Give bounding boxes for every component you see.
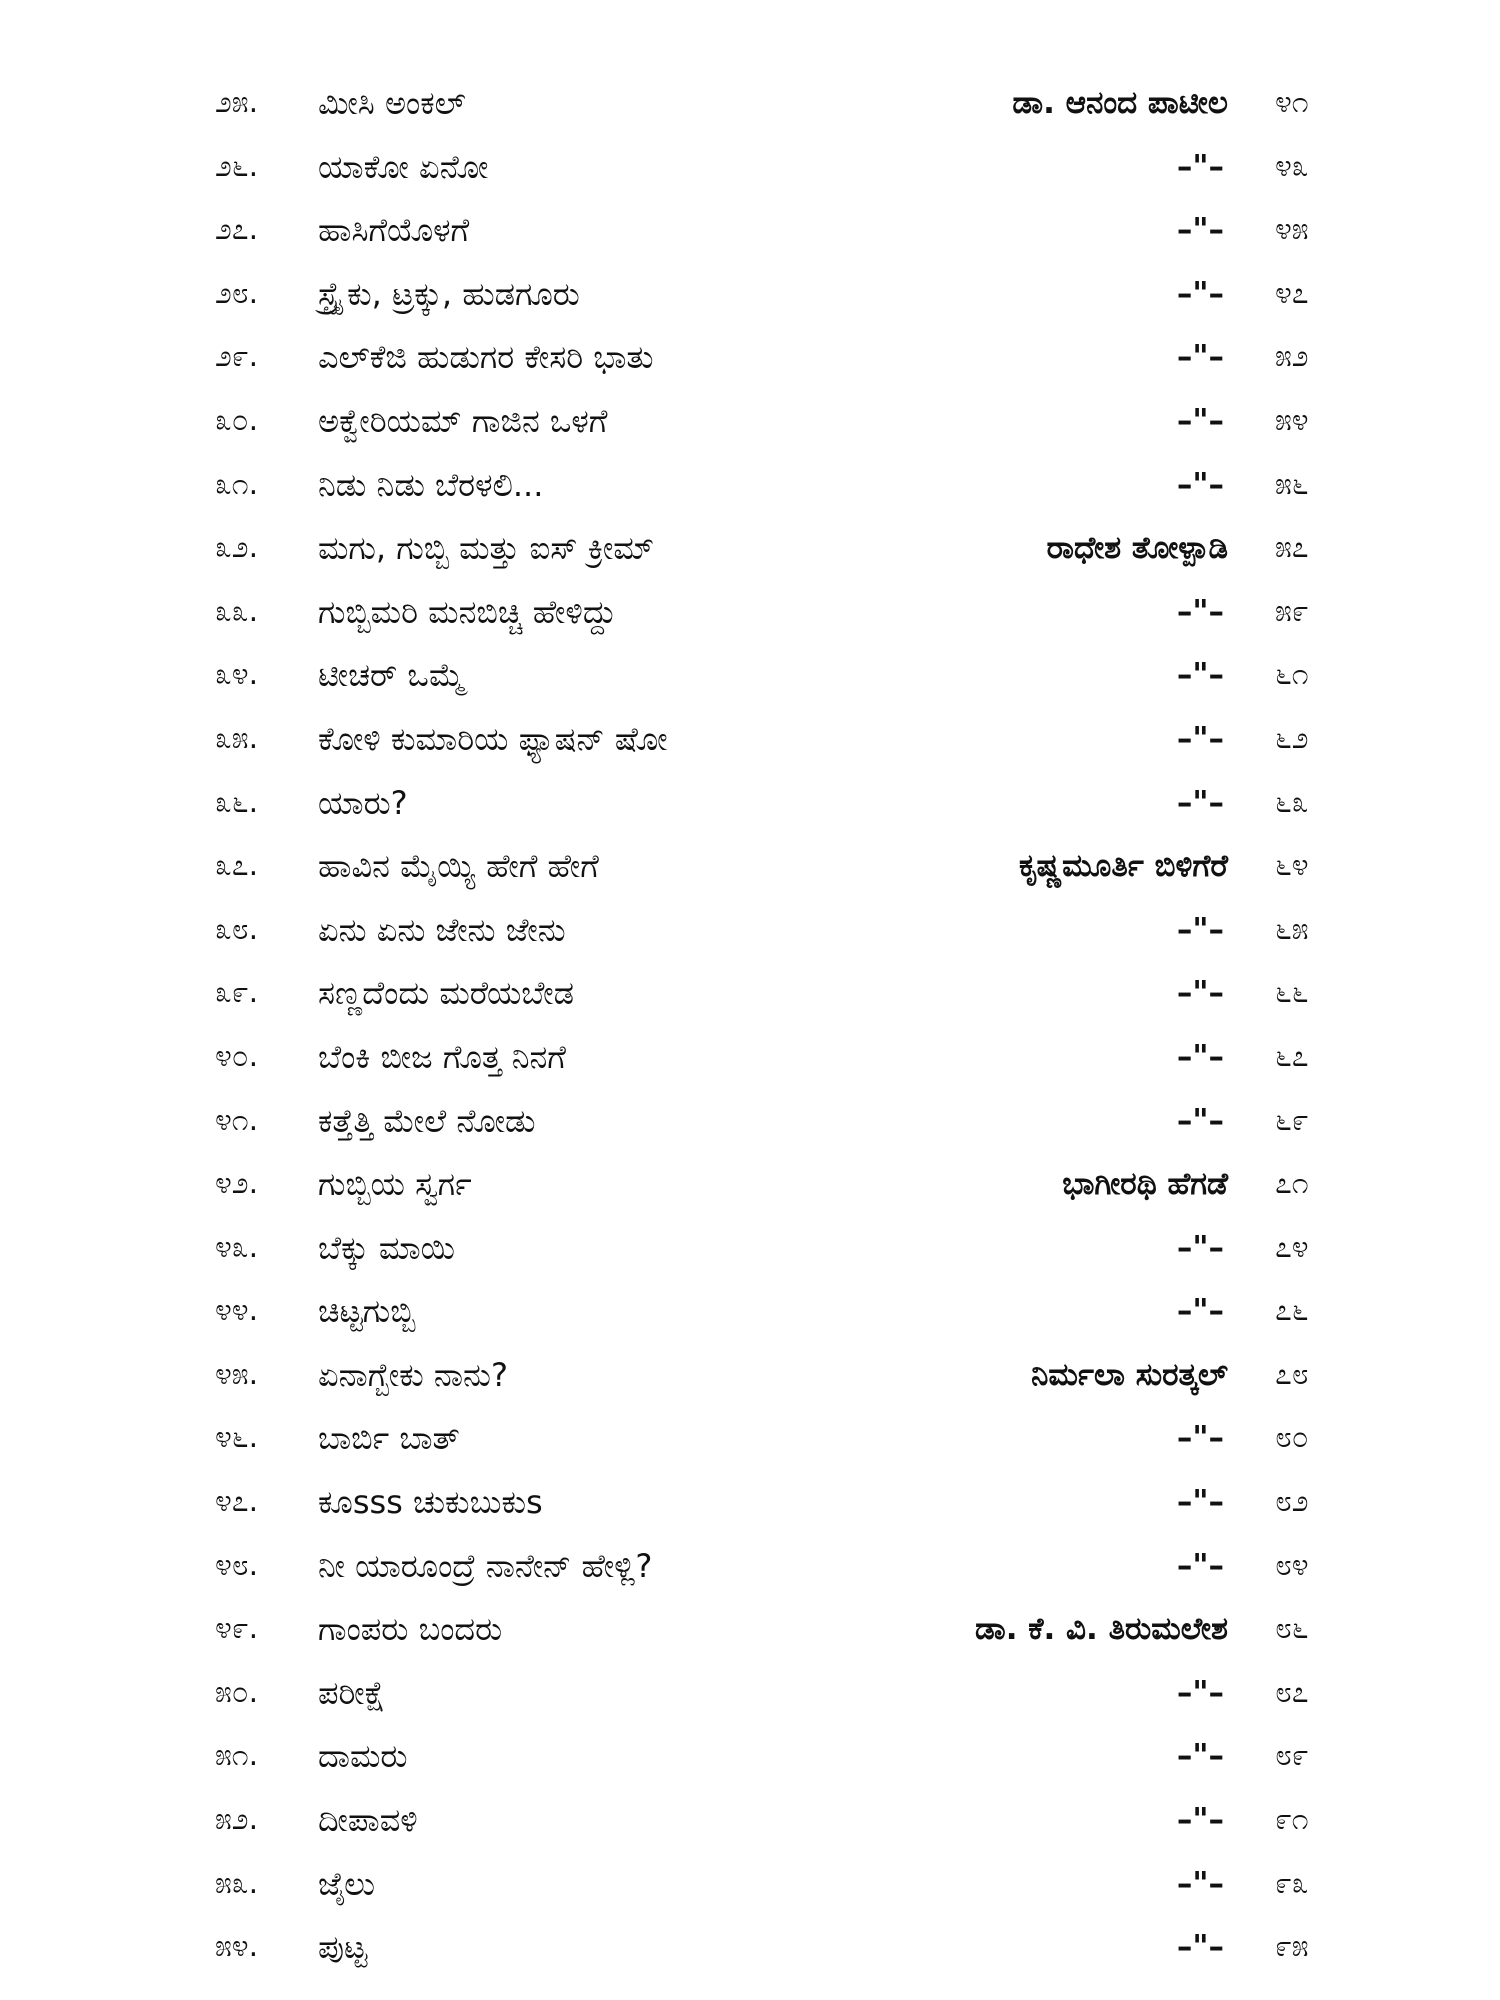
entry-author: –"–: [1176, 784, 1224, 821]
entry-author: –"–: [1176, 1420, 1224, 1457]
entry-title: ಬೆಕ್ಕು ಮಾಯಿ: [318, 1228, 456, 1267]
entry-page: ೯೫: [1275, 1929, 1309, 1965]
toc-row: [0, 1032, 1500, 1096]
toc-row: [0, 1922, 1500, 1986]
entry-author: ರಾಧೇಶ ತೋಳ್ಪಾಡಿ: [1046, 530, 1228, 567]
entry-author: –"–: [1176, 1102, 1224, 1139]
entry-title: ಕೂsss ಚುಕುಬುಕುs: [318, 1483, 543, 1522]
toc-row: [0, 968, 1500, 1032]
entry-title: ದೀಪಾವಳಿ: [318, 1801, 418, 1840]
toc-row: [0, 714, 1500, 778]
toc-row: [0, 332, 1500, 396]
toc-row: [0, 1286, 1500, 1350]
toc-row: [0, 841, 1500, 905]
entry-title: ನೀ ಯಾರೂಂದ್ರೆ ನಾನೇನ್ ಹೇಳ್ಲಿ?: [318, 1546, 653, 1585]
entry-author: ಡಾ. ಕೆ. ವಿ. ತಿರುಮಲೇಶ: [975, 1611, 1228, 1648]
entry-page: ೮೨: [1275, 1484, 1309, 1520]
entry-author: –"–: [1176, 1038, 1224, 1075]
entry-author: –"–: [1176, 657, 1224, 694]
entry-title: ಗಾಂಪರು ಬಂದರು: [318, 1610, 503, 1649]
toc-row: [0, 1604, 1500, 1668]
entry-page: ೫೪: [1275, 402, 1309, 438]
entry-title: ಹಾಸಿಗೆಯೊಳಗೆ: [318, 211, 470, 250]
entry-title: ಗುಬ್ಬಿಯ ಸ್ವರ್ಗ: [318, 1165, 472, 1204]
entry-author: –"–: [1176, 339, 1224, 376]
toc-row: [0, 1541, 1500, 1605]
toc-row: [0, 1477, 1500, 1541]
entry-author: –"–: [1176, 148, 1224, 185]
entry-title: ಪರೀಕ್ಷೆ: [318, 1673, 386, 1712]
toc-row: [0, 460, 1500, 524]
entry-title: ಮಗು, ಗುಬ್ಬಿ ಮತ್ತು ಐಸ್ ಕ್ರೀಮ್: [318, 529, 655, 568]
entry-author: ಭಾಗೀರಥಿ ಹೆಗಡೆ: [1062, 1166, 1228, 1203]
toc-row: [0, 1223, 1500, 1287]
entry-author: –"–: [1176, 975, 1224, 1012]
entry-number: ೪೮.: [215, 1547, 259, 1583]
toc-row: [0, 396, 1500, 460]
entry-title: ಗುಬ್ಬಿಮರಿ ಮನಬಿಚ್ಚಿ ಹೇಳಿದ್ದು: [318, 592, 617, 631]
entry-title: ಸಣ್ಣದೆಂದು ಮರೆಯಬೇಡ: [318, 974, 574, 1013]
entry-author: –"–: [1176, 1802, 1224, 1839]
entry-author: ಡಾ. ಆನಂದ ಪಾಟೀಲ: [1012, 85, 1228, 121]
entry-author: –"–: [1176, 466, 1224, 503]
entry-title: ಸ್ಟ್ರೈಕು, ಟ್ರಕ್ಕು, ಹುಡಗೂರು: [318, 274, 580, 313]
entry-page: ೬೪: [1275, 848, 1309, 884]
toc-row: [0, 1668, 1500, 1732]
entry-number: ೪೫.: [215, 1356, 259, 1392]
entry-page: ೬೫: [1275, 911, 1309, 947]
entry-author: –"–: [1176, 1674, 1224, 1711]
entry-number: ೩೩.: [215, 593, 259, 629]
entry-number: ೪೪.: [215, 1293, 259, 1329]
entry-page: ೬೩: [1275, 784, 1309, 820]
entry-author: –"–: [1176, 1929, 1224, 1966]
entry-page: ೭೮: [1275, 1356, 1309, 1392]
entry-author: –"–: [1176, 1865, 1224, 1902]
entry-page: ೬೨: [1275, 720, 1309, 756]
entry-page: ೯೩: [1275, 1865, 1309, 1901]
toc-row: [0, 778, 1500, 842]
entry-page: ೬೬: [1275, 975, 1309, 1011]
entry-author: –"–: [1176, 1738, 1224, 1775]
entry-title: ಯಾರು?: [318, 783, 408, 822]
entry-page: ೪೭: [1275, 275, 1309, 311]
toc-row: [0, 205, 1500, 269]
entry-number: ೩೨.: [215, 530, 259, 566]
entry-title: ಕೋಳಿ ಕುಮಾರಿಯ ಫ್ಯಾಷನ್ ಷೋ: [318, 719, 668, 758]
entry-number: ೨೫.: [215, 85, 259, 120]
entry-number: ೪೬.: [215, 1420, 259, 1456]
entry-page: ೮೯: [1275, 1738, 1309, 1774]
toc-row: [0, 1795, 1500, 1859]
entry-title: ಜೈಲು: [318, 1864, 376, 1903]
entry-page: ೫೭: [1275, 530, 1309, 566]
entry-number: ೩೮.: [215, 911, 259, 947]
entry-title: ಅಕ್ವೇರಿಯಮ್ ಗಾಜಿನ ಒಳಗೆ: [318, 401, 608, 440]
table-of-contents: [0, 78, 1500, 1986]
entry-author: –"–: [1176, 275, 1224, 312]
entry-page: ೫೯: [1275, 593, 1309, 629]
entry-author: –"–: [1176, 593, 1224, 630]
toc-row: [0, 78, 1500, 142]
toc-row: [0, 587, 1500, 651]
entry-page: ೮೪: [1275, 1547, 1309, 1583]
toc-row: [0, 142, 1500, 206]
entry-number: ೫೦.: [215, 1674, 259, 1710]
entry-number: ೫೩.: [215, 1865, 259, 1901]
entry-title: ಯಾಕೋ ಏನೋ: [318, 147, 489, 186]
entry-page: ೯೧: [1275, 1802, 1309, 1838]
entry-number: ೩೧.: [215, 466, 259, 502]
entry-author: –"–: [1176, 1293, 1224, 1330]
entry-number: ೨೬.: [215, 148, 259, 184]
toc-row: [0, 1859, 1500, 1923]
entry-number: ೪೩.: [215, 1229, 259, 1265]
entry-number: ೪೨.: [215, 1166, 259, 1202]
entry-number: ೩೭.: [215, 848, 259, 884]
entry-author: ಕೃಷ್ಣಮೂರ್ತಿ ಬಿಳಿಗೆರೆ: [1019, 848, 1228, 885]
entry-number: ೫೧.: [215, 1738, 259, 1774]
toc-row: [0, 1731, 1500, 1795]
entry-page: ೪೧: [1275, 85, 1309, 120]
entry-page: ೫೨: [1275, 339, 1309, 375]
entry-author: –"–: [1176, 720, 1224, 757]
entry-title: ಕತ್ತೆತ್ತಿ ಮೇಲೆ ನೋಡು: [318, 1101, 536, 1140]
entry-number: ೨೯.: [215, 339, 259, 375]
entry-number: ೩೦.: [215, 402, 259, 438]
toc-row: [0, 1413, 1500, 1477]
entry-page: ೭೧: [1275, 1166, 1309, 1202]
entry-number: ೪೭.: [215, 1484, 259, 1520]
entry-number: ೫೨.: [215, 1802, 259, 1838]
toc-row: [0, 905, 1500, 969]
toc-row: [0, 650, 1500, 714]
entry-page: ೪೩: [1275, 148, 1309, 184]
entry-title: ನಿಡು ನಿಡು ಬೆರಳಲಿ...: [318, 465, 544, 504]
entry-number: ೨೭.: [215, 212, 259, 248]
entry-page: ೮೦: [1275, 1420, 1309, 1456]
entry-page: ೬೯: [1275, 1102, 1309, 1138]
entry-page: ೪೫: [1275, 212, 1309, 248]
entry-author: –"–: [1176, 402, 1224, 439]
entry-author: –"–: [1176, 1484, 1224, 1521]
entry-page: ೬೭: [1275, 1038, 1309, 1074]
entry-number: ೩೯.: [215, 975, 259, 1011]
toc-row: [0, 523, 1500, 587]
entry-title: ಟೀಚರ್ ಒಮ್ಮೆ: [318, 656, 466, 695]
entry-page: ೮೬: [1275, 1611, 1309, 1647]
entry-page: ೫೬: [1275, 466, 1309, 502]
entry-title: ಪುಟ್ಟ: [318, 1928, 368, 1967]
entry-number: ೪೦.: [215, 1038, 259, 1074]
entry-number: ೨೮.: [215, 275, 259, 311]
entry-title: ದಾಮರು: [318, 1737, 408, 1776]
entry-number: ೩೬.: [215, 784, 259, 820]
entry-number: ೫೪.: [215, 1929, 259, 1965]
toc-row: [0, 1096, 1500, 1160]
entry-author: –"–: [1176, 1547, 1224, 1584]
entry-number: ೪೧.: [215, 1102, 259, 1138]
entry-title: ಹಾವಿನ ಮೈಯ್ಯಿ ಹೇಗೆ ಹೇಗೆ: [318, 847, 599, 886]
entry-author: –"–: [1176, 1229, 1224, 1266]
entry-title: ಏನು ಏನು ಜೇನು ಜೇನು: [318, 910, 566, 949]
toc-row: [0, 269, 1500, 333]
entry-title: ಏನಾಗ್ಬೇಕು ನಾನು?: [318, 1355, 508, 1394]
entry-number: ೩೫.: [215, 720, 259, 756]
toc-row: [0, 1350, 1500, 1414]
entry-title: ಬೆಂಕಿ ಬೀಜ ಗೊತ್ತ ನಿನಗೆ: [318, 1037, 566, 1076]
entry-title: ಎಲ್‌ಕೆಜಿ ಹುಡುಗರ ಕೇಸರಿ ಭಾತು: [318, 338, 654, 377]
entry-page: ೭೬: [1275, 1293, 1309, 1329]
toc-row: [0, 1159, 1500, 1223]
entry-title: ಮೀಸಿ ಅಂಕಲ್: [318, 84, 466, 122]
entry-title: ಚಿಟ್ಟಗುಬ್ಬಿ: [318, 1292, 416, 1331]
entry-author: ನಿರ್ಮಲಾ ಸುರತ್ಕಲ್: [1031, 1356, 1228, 1393]
entry-number: ೪೯.: [215, 1611, 259, 1647]
entry-author: –"–: [1176, 911, 1224, 948]
entry-page: ೬೧: [1275, 657, 1309, 693]
entry-title: ಬಾರ್ಬಿ ಬಾತ್: [318, 1419, 460, 1458]
entry-number: ೩೪.: [215, 657, 259, 693]
entry-author: –"–: [1176, 212, 1224, 249]
entry-page: ೭೪: [1275, 1229, 1309, 1265]
entry-page: ೮೭: [1275, 1674, 1309, 1710]
